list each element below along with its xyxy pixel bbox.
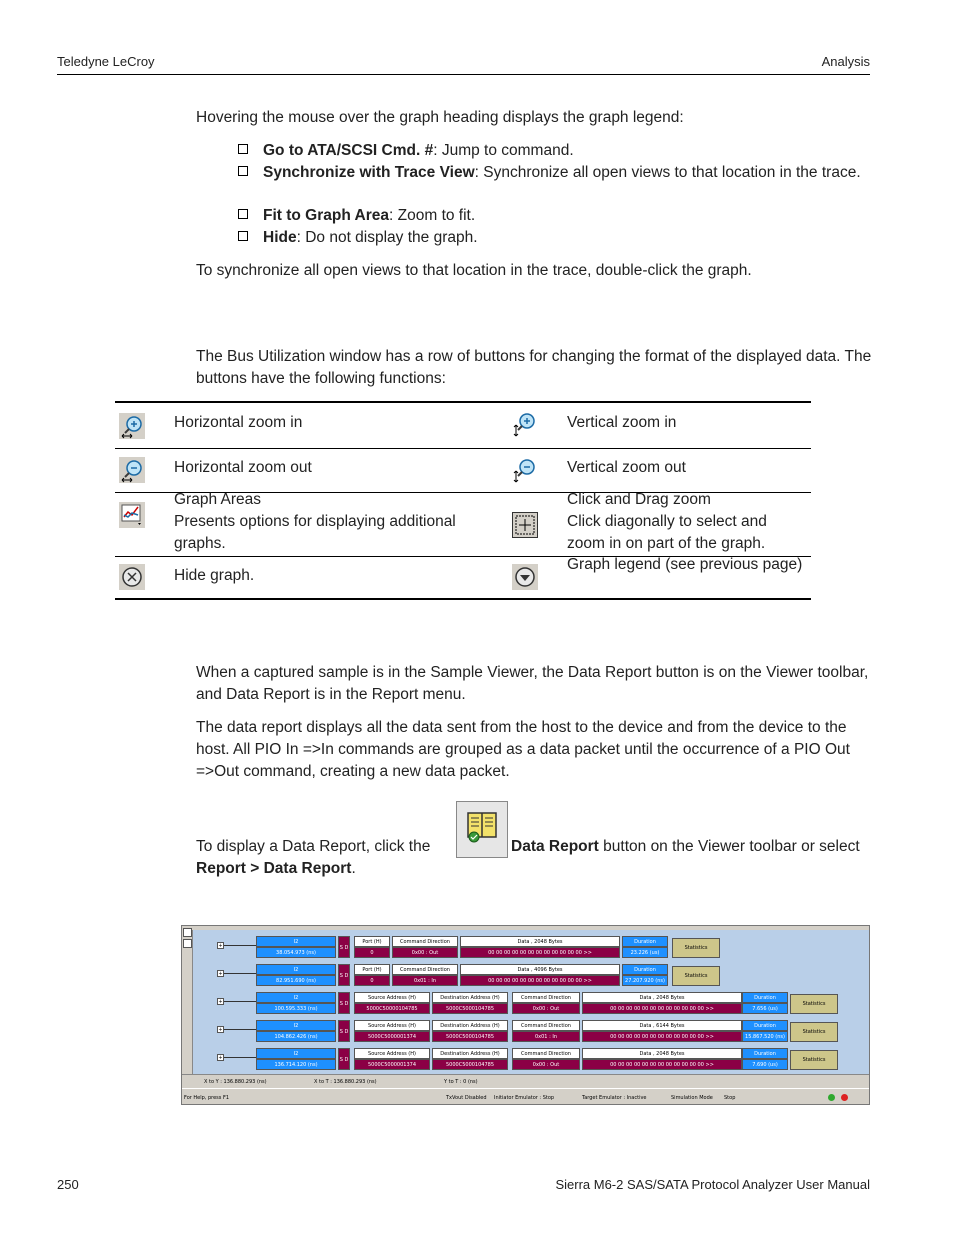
- graph-legend-label: Graph legend (see previous page): [567, 556, 803, 573]
- report-status-bar: [182, 1088, 870, 1105]
- stop-status: Stop: [724, 1095, 736, 1101]
- list-item: Fit to Graph Area: Zoom to fit.: [238, 205, 262, 227]
- destination-address-value: 5000C5000104785: [432, 1059, 508, 1070]
- destination-address-value: 5000C5000104785: [432, 1031, 508, 1042]
- footer-title: Sierra M6-2 SAS/SATA Protocol Analyzer User Manual: [555, 1177, 870, 1192]
- source-address-label: Source Address (H): [354, 1020, 430, 1031]
- display-text-post: Data Report button on the Viewer toolbar or select: [511, 838, 860, 855]
- command-direction-value: 0x01 : In: [512, 1031, 580, 1042]
- display-text-line2: Report > Data Report.: [196, 860, 356, 877]
- duration-value: 7.656 (us): [742, 1003, 788, 1014]
- y-to-t-value: Y to T : 0 (ns): [444, 1079, 478, 1085]
- statistics-button[interactable]: Statistics: [790, 1050, 838, 1070]
- port-value: 0: [354, 975, 390, 986]
- destination-address-label: Destination Address (H): [432, 1020, 508, 1031]
- initiator-emulator-status: Initiator Emulator : Stop: [494, 1095, 555, 1101]
- list-item: Go to ATA/SCSI Cmd. #: Jump to command.: [238, 140, 262, 162]
- bus-paragraph: The Bus Utilization window has a row of buttons for changing the format of the displayed data. The buttons have the following functions:: [196, 348, 872, 387]
- hide-graph-label: Hide graph.: [174, 567, 255, 584]
- duration-label: Duration: [622, 936, 668, 947]
- duration-value: 23.226 (us): [622, 947, 668, 958]
- vertical-zoom-in-icon: [512, 411, 538, 437]
- sd-marker: S D: [338, 964, 350, 986]
- help-text: For Help, press F1: [184, 1095, 230, 1101]
- graph-areas-label: Presents options for displaying additional graphs.: [174, 513, 456, 552]
- command-direction-value: 0x00 : Out: [392, 947, 458, 958]
- simulation-mode-status: Simulation Mode: [671, 1095, 713, 1101]
- port-value: 0: [354, 947, 390, 958]
- duration-label: Duration: [742, 1020, 788, 1031]
- duration-value: 27.207.920 (ns): [622, 975, 668, 986]
- data-value[interactable]: 00 00 00 00 00 00 00 00 00 00 00 00 >>: [582, 1059, 742, 1070]
- sd-marker: S D: [338, 992, 350, 1014]
- header-right: Analysis: [821, 54, 870, 69]
- graph-legend-icon: [512, 564, 538, 590]
- sd-marker: S D: [338, 1020, 350, 1042]
- red-led-icon: [841, 1094, 848, 1101]
- source-address-label: Source Address (H): [354, 1048, 430, 1059]
- statistics-button[interactable]: Statistics: [790, 1022, 838, 1042]
- graph-areas-title: Graph Areas: [174, 491, 262, 508]
- vertical-zoom-out-icon: [512, 457, 538, 483]
- destination-address-label: Destination Address (H): [432, 992, 508, 1003]
- header-left: Teledyne LeCroy: [57, 54, 155, 69]
- statistics-button[interactable]: Statistics: [672, 966, 720, 986]
- command-direction-label: Command Direction: [512, 992, 580, 1003]
- expand-row-icon[interactable]: +: [218, 971, 223, 977]
- port-label: Port (H): [354, 964, 390, 975]
- vertical-zoom-in-label: Vertical zoom in: [567, 414, 677, 431]
- destination-address-value: 5000C5000104785: [432, 1003, 508, 1014]
- page-number: 250: [57, 1177, 79, 1192]
- report-row[interactable]: [182, 1018, 870, 1044]
- intro-paragraph: Hovering the mouse over the graph heading displays the graph legend:: [196, 109, 684, 126]
- command-direction-label: Command Direction: [392, 936, 458, 947]
- packet-id-label: I2: [256, 1020, 336, 1031]
- vertical-zoom-out-label: Vertical zoom out: [567, 459, 686, 476]
- report-row[interactable]: [182, 990, 870, 1016]
- packet-time: 104.862.426 (ns): [256, 1031, 336, 1042]
- header-rule: [57, 74, 870, 75]
- horizontal-zoom-out-label: Horizontal zoom out: [174, 459, 312, 476]
- click-drag-zoom-label: Click diagonally to select and zoom in on part of the graph.: [567, 513, 767, 552]
- buttons-table: [115, 401, 811, 601]
- source-address-label: Source Address (H): [354, 992, 430, 1003]
- list-item: Synchronize with Trace View: Synchronize all open views to that location in the trace.: [238, 162, 262, 184]
- packet-time: 38.054.973 (ns): [256, 947, 336, 958]
- sd-marker: S D: [338, 936, 350, 958]
- click-drag-zoom-icon: [512, 512, 538, 538]
- packet-id-label: I2: [256, 1048, 336, 1059]
- report-measure-bar: [182, 1074, 870, 1089]
- expand-row-icon[interactable]: +: [218, 943, 223, 949]
- data-value[interactable]: 00 00 00 00 00 00 00 00 00 00 00 00 >>: [460, 975, 620, 986]
- data-label: Data , 4096 Bytes: [460, 964, 620, 975]
- expand-row-icon[interactable]: +: [218, 999, 223, 1005]
- packet-time: 100.595.333 (ns): [256, 1003, 336, 1014]
- horizontal-zoom-in-label: Horizontal zoom in: [174, 414, 303, 431]
- click-drag-zoom-title: Click and Drag zoom: [567, 491, 711, 508]
- command-direction-value: 0x00 : Out: [512, 1059, 580, 1070]
- expand-row-icon[interactable]: +: [218, 1027, 223, 1033]
- report-row[interactable]: [182, 962, 870, 988]
- packet-id-label: I2: [256, 936, 336, 947]
- data-label: Data , 6144 Bytes: [582, 1020, 742, 1031]
- duration-value: 15.867.520 (ns): [742, 1031, 788, 1042]
- data-value[interactable]: 00 00 00 00 00 00 00 00 00 00 00 00 >>: [582, 1003, 742, 1014]
- command-direction-value: 0x01 : In: [392, 975, 458, 986]
- data-label: Data , 2048 Bytes: [582, 992, 742, 1003]
- packet-id-label: I2: [256, 992, 336, 1003]
- target-emulator-status: Target Emulator : Inactive: [582, 1095, 647, 1101]
- command-direction-value: 0x00 : Out: [512, 1003, 580, 1014]
- source-address-value: 5000C5000001374: [354, 1031, 430, 1042]
- sd-marker: S D: [338, 1048, 350, 1070]
- report-row[interactable]: [182, 934, 870, 960]
- source-address-value: 5000C50000104785: [354, 1003, 430, 1014]
- display-text-pre: To display a Data Report, click the: [196, 838, 431, 855]
- duration-label: Duration: [742, 992, 788, 1003]
- x-to-y-value: X to Y : 136.880.293 (ns): [204, 1079, 267, 1085]
- destination-address-label: Destination Address (H): [432, 1048, 508, 1059]
- duration-value: 7.690 (us): [742, 1059, 788, 1070]
- data-value[interactable]: 00 00 00 00 00 00 00 00 00 00 00 00 >>: [582, 1031, 742, 1042]
- command-direction-label: Command Direction: [512, 1020, 580, 1031]
- data-report-button-icon: [456, 801, 508, 858]
- expand-row-icon[interactable]: +: [218, 1055, 223, 1061]
- list-item: Hide: Do not display the graph.: [238, 227, 262, 249]
- data-report-paragraph-2: The data report displays all the data sent from the host to the device and from the device to the host. All PIO In =>In commands are grouped as a data packet until the occurrence of a PIO Out =>Out command, creating a new data packet.: [196, 719, 850, 780]
- txout-status: TxVout Disabled: [446, 1095, 487, 1101]
- command-direction-label: Command Direction: [392, 964, 458, 975]
- graph-areas-icon: [119, 502, 145, 528]
- packet-time: 82.951.690 (ns): [256, 975, 336, 986]
- data-report-screenshot: [181, 925, 870, 1105]
- hide-graph-icon: [119, 564, 145, 590]
- data-report-paragraph-1: When a captured sample is in the Sample Viewer, the Data Report button is on the Viewer toolbar, and Data Report is in the Report menu.: [196, 664, 869, 703]
- statistics-button[interactable]: Statistics: [672, 938, 720, 958]
- sync-paragraph: To synchronize all open views to that location in the trace, double-click the graph.: [196, 262, 752, 279]
- packet-id-label: I2: [256, 964, 336, 975]
- green-led-icon: [828, 1094, 835, 1101]
- horizontal-zoom-in-icon: [119, 413, 145, 439]
- duration-label: Duration: [622, 964, 668, 975]
- command-direction-label: Command Direction: [512, 1048, 580, 1059]
- duration-label: Duration: [742, 1048, 788, 1059]
- data-label: Data , 2048 Bytes: [582, 1048, 742, 1059]
- x-to-t-value: X to T : 136.880.293 (ns): [314, 1079, 377, 1085]
- horizontal-zoom-out-icon: [119, 457, 145, 483]
- source-address-value: 5000C5000001374: [354, 1059, 430, 1070]
- report-row[interactable]: [182, 1046, 870, 1072]
- port-label: Port (H): [354, 936, 390, 947]
- data-label: Data , 2048 Bytes: [460, 936, 620, 947]
- data-value[interactable]: 00 00 00 00 00 00 00 00 00 00 00 00 >>: [460, 947, 620, 958]
- packet-time: 136.714.120 (ns): [256, 1059, 336, 1070]
- statistics-button[interactable]: Statistics: [790, 994, 838, 1014]
